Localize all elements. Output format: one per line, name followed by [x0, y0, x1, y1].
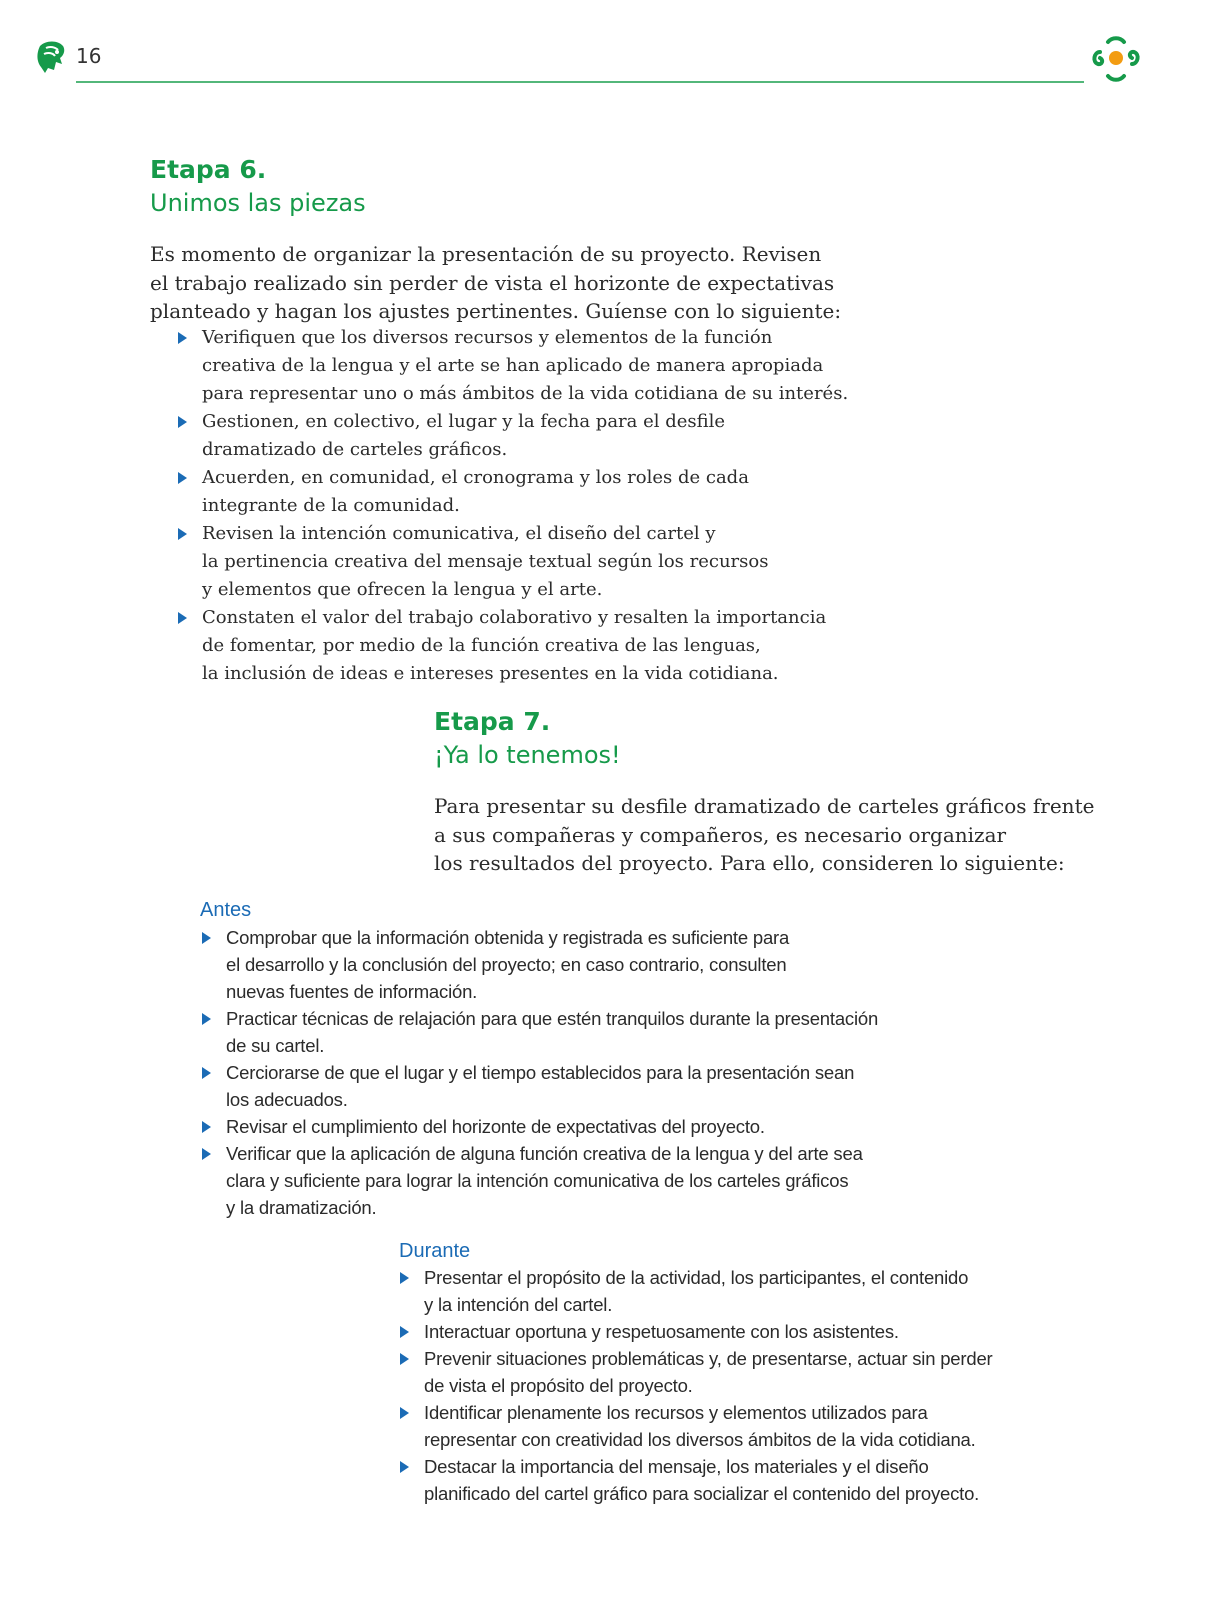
- item-line: Cerciorarse de que el lugar y el tiempo establecidos para la presentación sean: [226, 1062, 855, 1083]
- triangle-bullet-icon: [202, 1148, 211, 1160]
- triangle-bullet-icon: [400, 1326, 409, 1338]
- stage7-heading: [434, 706, 621, 772]
- item-line: dramatizado de carteles gráficos.: [202, 439, 508, 460]
- item-line: los adecuados.: [226, 1089, 348, 1110]
- stage7-intro: [434, 792, 1094, 878]
- list-item: [396, 1264, 993, 1318]
- item-line: de fomentar, por medio de la función creativa de las lenguas,: [202, 635, 761, 656]
- item-line: Revisar el cumplimiento del horizonte de expectativas del proyecto.: [226, 1116, 765, 1137]
- stage6-number: Etapa 6.: [150, 155, 267, 184]
- item-line: para representar uno o más ámbitos de la vida cotidiana de su interés.: [202, 383, 849, 404]
- item-line: la inclusión de ideas e intereses presentes en la vida cotidiana.: [202, 663, 779, 684]
- intro-line: Es momento de organizar la presentación de su proyecto. Revisen: [150, 242, 822, 266]
- item-line: y la intención del cartel.: [424, 1294, 613, 1315]
- triangle-bullet-icon: [400, 1407, 409, 1419]
- item-line: clara y suficiente para lograr la intención comunicativa de los carteles gráficos: [226, 1170, 849, 1191]
- list-item: [198, 1140, 878, 1221]
- item-line: el desarrollo y la conclusión del proyecto; en caso contrario, consulten: [226, 954, 787, 975]
- item-line: Interactuar oportuna y respetuosamente con los asistentes.: [424, 1321, 899, 1342]
- stage6-list: [176, 324, 848, 688]
- item-line: Verificar que la aplicación de alguna función creativa de la lengua y del arte sea: [226, 1143, 863, 1164]
- item-line: Prevenir situaciones problemáticas y, de presentarse, actuar sin perder: [424, 1348, 993, 1369]
- antes-heading: Antes: [200, 899, 252, 921]
- list-item: [198, 1005, 878, 1059]
- list-item: [176, 604, 848, 688]
- triangle-bullet-icon: [178, 528, 187, 540]
- item-line: creativa de la lengua y el arte se han aplicado de manera apropiada: [202, 355, 824, 376]
- triangle-bullet-icon: [178, 472, 187, 484]
- item-line: planificado del cartel gráfico para socializar el contenido del proyecto.: [424, 1483, 980, 1504]
- list-item: [396, 1318, 993, 1345]
- intro-line: Para presentar su desfile dramatizado de carteles gráficos frente: [434, 794, 1095, 818]
- item-line: Destacar la importancia del mensaje, los materiales y el diseño: [424, 1456, 929, 1477]
- triangle-bullet-icon: [178, 612, 187, 624]
- list-item: [176, 408, 848, 464]
- item-line: representar con creatividad los diversos ámbitos de la vida cotidiana.: [424, 1429, 976, 1450]
- triangle-bullet-icon: [178, 416, 187, 428]
- stage6-intro: [150, 240, 841, 326]
- item-line: y la dramatización.: [226, 1197, 377, 1218]
- stage6-heading: [150, 154, 366, 220]
- durante-heading: Durante: [399, 1240, 471, 1262]
- stage7-title: ¡Ya lo tenemos!: [434, 741, 621, 769]
- item-line: Identificar plenamente los recursos y elementos utilizados para: [424, 1402, 928, 1423]
- antes-list: [198, 924, 878, 1221]
- stage7-number: Etapa 7.: [434, 707, 551, 736]
- stage6-title: Unimos las piezas: [150, 189, 366, 217]
- triangle-bullet-icon: [202, 932, 211, 944]
- list-item: [198, 1113, 878, 1140]
- page-number: 16: [76, 44, 102, 68]
- green-leaf-head-icon: [36, 40, 66, 74]
- page-header: [0, 0, 1214, 90]
- item-line: Comprobar que la información obtenida y registrada es suficiente para: [226, 927, 790, 948]
- triangle-bullet-icon: [400, 1461, 409, 1473]
- item-line: Practicar técnicas de relajación para que estén tranquilos durante la presentación: [226, 1008, 879, 1029]
- item-line: de vista el propósito del proyecto.: [424, 1375, 693, 1396]
- durante-list: [396, 1264, 993, 1507]
- item-line: Constaten el valor del trabajo colaborativo y resalten la importancia: [202, 607, 827, 628]
- triangle-bullet-icon: [202, 1067, 211, 1079]
- list-item: [396, 1399, 993, 1453]
- list-item: [176, 520, 848, 604]
- intro-line: planteado y hagan los ajustes pertinentes. Guíense con lo siguiente:: [150, 299, 842, 323]
- triangle-bullet-icon: [400, 1272, 409, 1284]
- triangle-bullet-icon: [178, 332, 187, 344]
- item-line: y elementos que ofrecen la lengua y el arte.: [202, 579, 603, 600]
- triangle-bullet-icon: [202, 1121, 211, 1133]
- triangle-bullet-icon: [400, 1353, 409, 1365]
- intro-line: los resultados del proyecto. Para ello, consideren lo siguiente:: [434, 851, 1065, 875]
- item-line: Acuerden, en comunidad, el cronograma y los roles de cada: [202, 467, 749, 488]
- intro-line: el trabajo realizado sin perder de vista el horizonte de expectativas: [150, 270, 835, 295]
- triangle-bullet-icon: [202, 1013, 211, 1025]
- list-item: [396, 1345, 993, 1399]
- list-item: [198, 924, 878, 1005]
- intro-line: a sus compañeras y compañeros, es necesario organizar: [434, 822, 1007, 847]
- item-line: la pertinencia creativa del mensaje textual según los recursos: [202, 551, 769, 572]
- list-item: [198, 1059, 878, 1113]
- item-line: nuevas fuentes de información.: [226, 981, 478, 1002]
- colored-circles-emblem-icon: [1088, 34, 1144, 86]
- list-item: [176, 324, 848, 408]
- item-line: Verifiquen que los diversos recursos y elementos de la función: [202, 327, 773, 348]
- item-line: Revisen la intención comunicativa, el diseño del cartel y: [202, 523, 716, 544]
- list-item: [176, 464, 848, 520]
- item-line: Presentar el propósito de la actividad, los participantes, el contenido: [424, 1267, 969, 1288]
- item-line: integrante de la comunidad.: [202, 495, 460, 516]
- list-item: [396, 1453, 993, 1507]
- header-rule: [76, 81, 1084, 83]
- item-line: Gestionen, en colectivo, el lugar y la fecha para el desfile: [202, 411, 726, 432]
- item-line: de su cartel.: [226, 1035, 325, 1056]
